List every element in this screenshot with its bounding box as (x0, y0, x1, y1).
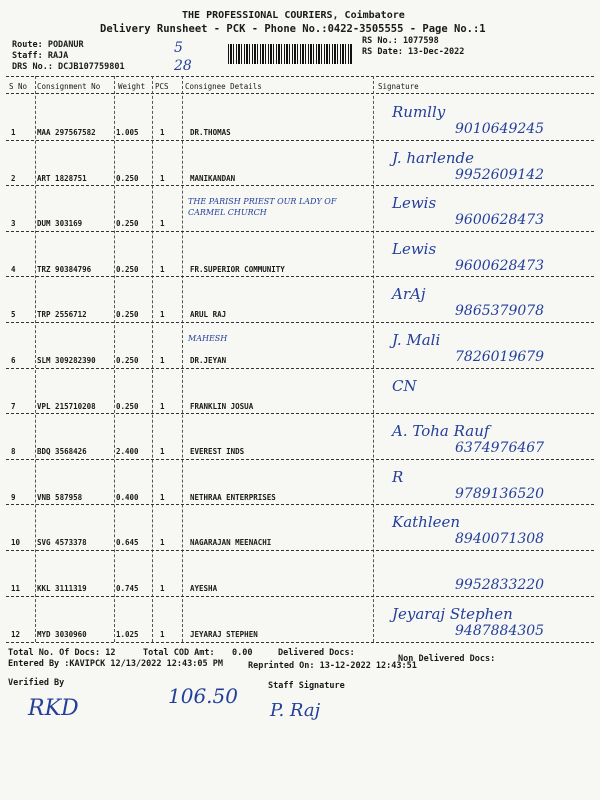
row-pcs: 1 (160, 264, 165, 274)
row-weight: 0.645 (116, 538, 139, 548)
row-sno: 10 (11, 538, 21, 548)
delivered-docs: Delivered Docs: (278, 648, 355, 658)
row-signature: A. Toha Rauf (392, 422, 490, 441)
row-phone: 6374976467 (455, 440, 545, 457)
row-weight: 0.250 (116, 310, 139, 320)
row-handwritten-note: MAHESH (188, 334, 228, 343)
row-signature: CN (392, 376, 417, 395)
row-weight: 0.250 (116, 173, 139, 183)
row-phone: 9789136520 (455, 485, 545, 502)
row-divider (6, 459, 594, 460)
row-weight: 0.250 (116, 219, 139, 229)
row-signature: Rumlly (392, 103, 446, 121)
row-divider (6, 368, 594, 369)
row-phone: 7826019679 (455, 349, 545, 365)
table-header-rule (6, 93, 594, 94)
row-consignment-no: SVG 4573378 (37, 538, 87, 548)
row-pcs: 1 (160, 310, 165, 320)
row-consignee: NETHRAA ENTERPRISES (190, 492, 276, 502)
row-consignee: MANIKANDAN (190, 173, 236, 183)
row-signature: Jeyaraj Stephen (392, 604, 513, 623)
row-consignment-no: BDQ 3568426 (37, 447, 87, 457)
rs-number: RS No.: 1077598 (362, 36, 439, 46)
col-header-consignee: Consignee Details (185, 82, 262, 91)
table-bottom-rule (6, 642, 594, 643)
row-weight: 0.250 (116, 401, 139, 411)
row-sno: 7 (11, 401, 16, 411)
row-divider (6, 322, 594, 323)
row-pcs: 1 (160, 538, 165, 548)
total-cod-value: 0.00 (232, 648, 253, 658)
row-signature: J. harlende (392, 148, 474, 167)
row-sno: 2 (11, 173, 16, 183)
company-title: THE PROFESSIONAL COURIERS, Coimbatore (182, 10, 405, 21)
verified-signature: RKD (28, 696, 79, 721)
col-header-weight: Weight (118, 82, 146, 91)
row-sno: 9 (11, 492, 16, 502)
barcode (228, 44, 353, 64)
row-handwritten-note: THE PARISH PRIEST OUR LADY OF CARMEL CHURCH (188, 197, 337, 218)
row-pcs: 1 (160, 492, 165, 502)
row-sno: 1 (11, 128, 16, 137)
row-sno: 8 (11, 447, 16, 457)
entered-by: Entered By :KAVIPCK 12/13/2022 12:43:05 PM (8, 659, 223, 669)
row-sno: 3 (11, 219, 16, 229)
row-weight: 2.400 (116, 447, 139, 457)
row-consignment-no: SLM 309282390 (37, 356, 96, 365)
row-pcs: 1 (160, 128, 165, 137)
row-divider (6, 231, 594, 232)
column-divider (35, 76, 36, 642)
row-consignee: DR.JEYAN (190, 356, 227, 365)
total-docs: Total No. Of Docs: 12 (8, 648, 116, 658)
col-header-pcs: PCS (155, 82, 169, 91)
staff-signature-label: Staff Signature (268, 681, 345, 691)
total-cod-label: Total COD Amt: (143, 648, 215, 658)
row-consignee: AYESHA (190, 584, 218, 593)
verified-by-label: Verified By (8, 678, 65, 688)
column-divider (182, 76, 183, 642)
row-phone: 9952833220 (455, 577, 545, 593)
row-divider (6, 596, 594, 597)
row-consignment-no: MYD 3030960 (37, 629, 87, 639)
row-consignee: ARUL RAJ (190, 310, 227, 320)
row-weight: 1.025 (116, 629, 139, 639)
row-divider (6, 185, 594, 186)
row-signature: Lewis (392, 239, 437, 258)
non-delivered-docs: Non Delivered Docs: (398, 654, 496, 664)
handwritten-amount: 106.50 (168, 684, 238, 708)
row-consignee: EVEREST INDS (190, 447, 245, 457)
row-phone: 9010649245 (455, 121, 545, 137)
row-signature: Kathleen (392, 513, 461, 532)
route-label: Route: PODANUR (12, 40, 84, 50)
row-phone: 8940071308 (455, 531, 545, 548)
row-divider (6, 504, 594, 505)
handwritten-count-1: 5 (174, 40, 183, 56)
row-signature: J. Mali (392, 331, 441, 349)
row-sno: 12 (11, 629, 21, 639)
row-weight: 0.745 (116, 584, 139, 593)
row-consignment-no: ART 1828751 (37, 173, 87, 183)
row-consignee: NAGARAJAN MEENACHI (190, 538, 272, 548)
row-pcs: 1 (160, 447, 165, 457)
row-consignee: JEYARAJ STEPHEN (190, 629, 258, 639)
staff-handwritten-signature: P. Raj (270, 700, 321, 721)
row-divider (6, 140, 594, 141)
row-consignment-no: VNB 587958 (37, 492, 83, 502)
row-signature: R (392, 467, 404, 486)
column-divider (152, 76, 153, 642)
drs-number: DRS No.: DCJB107759801 (12, 62, 125, 72)
row-consignee: DR.THOMAS (190, 128, 231, 137)
table-top-rule (6, 76, 594, 77)
row-phone: 9952609142 (455, 166, 545, 183)
row-weight: 0.400 (116, 492, 139, 502)
row-sno: 6 (11, 356, 16, 365)
row-pcs: 1 (160, 219, 165, 229)
column-divider (114, 76, 115, 642)
row-consignment-no: TRP 2556712 (37, 310, 87, 320)
row-signature: Lewis (392, 194, 437, 213)
row-consignment-no: MAA 297567582 (37, 128, 96, 137)
row-signature: ArAj (392, 285, 426, 304)
row-weight: 1.005 (116, 128, 139, 137)
row-divider (6, 550, 594, 551)
row-phone: 9600628473 (455, 212, 545, 229)
row-pcs: 1 (160, 401, 165, 411)
row-consignment-no: KKL 3111319 (37, 584, 87, 593)
row-consignee: FR.SUPERIOR COMMUNITY (190, 264, 285, 274)
row-consignment-no: VPL 215710208 (37, 401, 96, 411)
row-phone: 9600628473 (455, 257, 545, 274)
row-phone: 9865379078 (455, 303, 545, 320)
row-divider (6, 413, 594, 414)
reprinted-on: Reprinted On: 13-12-2022 12:43:51 (248, 661, 417, 671)
column-divider (373, 76, 374, 642)
col-header-signature: Signature (378, 82, 419, 91)
row-phone: 9487884305 (455, 622, 545, 639)
row-pcs: 1 (160, 173, 165, 183)
handwritten-count-2: 28 (174, 58, 192, 74)
runsheet-subtitle: Delivery Runsheet - PCK - Phone No.:0422-3505555 - Page No.:1 (100, 23, 486, 35)
col-header-sno: S No (9, 82, 28, 91)
row-sno: 4 (11, 264, 16, 274)
row-consignee: FRANKLIN JOSUA (190, 401, 254, 411)
row-consignment-no: DUM 303169 (37, 219, 83, 229)
row-sno: 5 (11, 310, 16, 320)
row-divider (6, 276, 594, 277)
rs-date: RS Date: 13-Dec-2022 (362, 47, 465, 57)
row-consignment-no: TRZ 90384796 (37, 264, 92, 274)
row-weight: 0.250 (116, 264, 139, 274)
row-weight: 0.250 (116, 356, 139, 365)
row-pcs: 1 (160, 629, 165, 639)
row-pcs: 1 (160, 356, 165, 365)
row-pcs: 1 (160, 584, 165, 593)
row-sno: 11 (11, 584, 21, 593)
col-header-consignment: Consignment No (37, 82, 101, 91)
staff-label: Staff: RAJA (12, 51, 69, 61)
